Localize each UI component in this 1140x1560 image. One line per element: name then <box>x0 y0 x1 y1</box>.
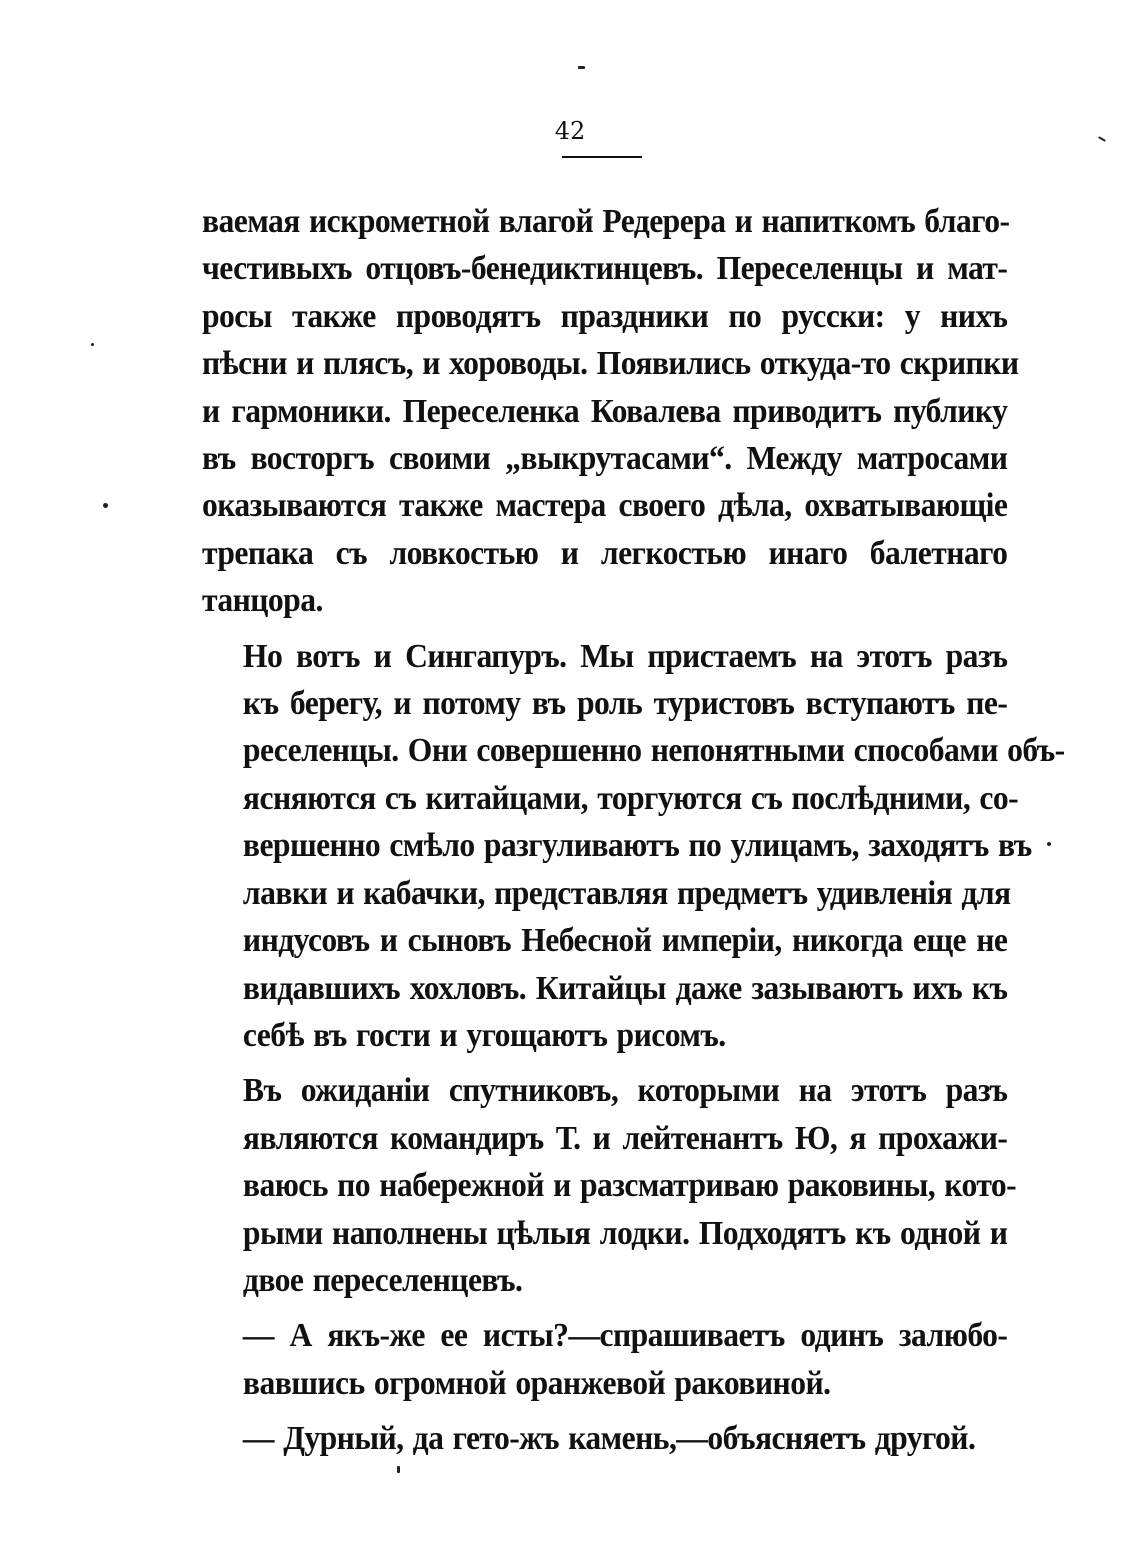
text-line: вершенно смѣло разгуливаютъ по улицамъ, заходятъ въ <box>242 827 1032 865</box>
text-line: индусовъ и сыновъ Небесной имперіи, никогда еще не <box>242 922 1008 960</box>
text-line: Но вотъ и Сингапуръ. Мы пристаемъ на этотъ разъ <box>242 637 1008 675</box>
text-line: пѣсни и плясъ, и хороводы. Появились откуда-то скрипки <box>202 345 1019 383</box>
ink-speck <box>1047 842 1051 846</box>
body-text <box>202 198 1065 1463</box>
text-line: ясняются съ китайцами, торгуются съ послѣдними, со- <box>242 779 1019 817</box>
paragraph-2 <box>202 633 1065 1060</box>
ink-speck <box>91 343 94 346</box>
text-line: ваюсь по набережной и разсматриваю раковины, кото- <box>242 1167 1017 1205</box>
text-line: и гармоники. Переселенка Ковалева приводитъ публику <box>202 392 1008 430</box>
text-line: — Дурный, да гето-жъ камень,—объясняетъ другой. <box>242 1420 976 1458</box>
text-line: танцора. <box>202 582 323 620</box>
text-line: двое переселенцевъ. <box>242 1261 523 1299</box>
text-line: оказываются также мастера своего дѣла, охватывающіе <box>202 487 1008 525</box>
text-line: росы также проводятъ праздники по русски: у нихъ <box>202 297 1008 335</box>
text-line: видавшихъ хохловъ. Китайцы даже зазываютъ ихъ къ <box>242 969 1008 1007</box>
page-number-rule <box>562 156 642 158</box>
ink-speck <box>397 1466 400 1473</box>
paragraph-3 <box>202 1067 1017 1304</box>
text-line: лавки и кабачки, представляя предметъ удивленія для <box>242 874 1011 912</box>
text-line: рыми наполнены цѣлыя лодки. Подходятъ къ одной и <box>242 1214 1008 1252</box>
page-number-container <box>0 115 1140 147</box>
ink-speck <box>103 503 108 508</box>
text-line: въ восторгъ своими „выкрутасами“. Между матросами <box>202 440 1008 478</box>
paragraph-4 <box>202 1312 1007 1407</box>
paragraph-1 <box>202 198 1019 625</box>
text-line: честивыхъ отцовъ-бенедиктинцевъ. Переселенцы и мат- <box>202 250 1008 288</box>
text-line: къ берегу, и потому въ роль туристовъ вступаютъ пе- <box>242 685 1008 723</box>
text-line: вавшись огромной оранжевой раковиной. <box>242 1364 831 1402</box>
text-line: ваемая искрометной влагой Редерера и напиткомъ благо- <box>202 203 1010 240</box>
ink-speck <box>578 66 585 69</box>
page-number: 42 <box>554 117 586 145</box>
text-line: Въ ожиданіи спутниковъ, которыми на этотъ разъ <box>242 1072 1008 1110</box>
text-line: — А якъ-же ее исты?—спрашиваетъ одинъ залюбо- <box>242 1317 1008 1355</box>
text-line: себѣ въ гости и угощаютъ рисомъ. <box>242 1016 726 1054</box>
text-line: трепака съ ловкостью и легкостью инаго балетнаго <box>202 534 1008 572</box>
paragraph-5 <box>202 1415 1007 1462</box>
text-line: реселенцы. Они совершенно непонятными способами объ- <box>242 732 1065 770</box>
text-line: являются командиръ Т. и лейтенантъ Ю, я прохажи- <box>242 1119 1008 1157</box>
